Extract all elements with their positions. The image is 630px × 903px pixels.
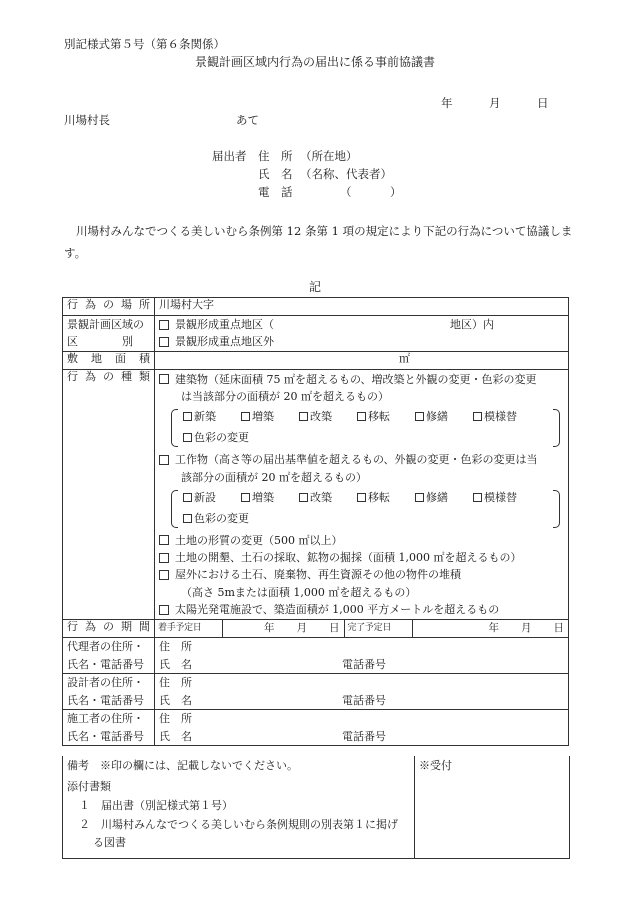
- period-values: [155, 620, 569, 638]
- addressee-suffix: あて: [236, 113, 259, 127]
- structure-sub-extend[interactable]: [241, 491, 299, 504]
- building-sub-color[interactable]: [183, 431, 249, 444]
- building-sub-relocate-label: 移転: [368, 410, 390, 424]
- structure-sub-rebuild-label: 改築: [310, 490, 332, 504]
- designer-label-2: 氏名・電話番号: [67, 693, 144, 707]
- agent-address-field[interactable]: [159, 638, 564, 656]
- location-label: 行為の場所: [63, 298, 155, 316]
- kind-solar-label: 太陽光発電施設で、築造面積が 1,000 平方メートルを超えるもの: [175, 603, 500, 617]
- checkbox-icon[interactable]: [473, 493, 482, 502]
- building-sub-remodel[interactable]: [473, 410, 531, 423]
- checkbox-icon[interactable]: [159, 374, 169, 384]
- kind-storage-line2: （高さ 5mまたは面積 1,000 ㎡を超えるもの）: [181, 585, 417, 599]
- brace-left-icon: [171, 409, 178, 447]
- structure-sub-new-label: 新設: [194, 490, 216, 504]
- building-sub-new-label: 新築: [194, 410, 216, 424]
- kind-storage-line1: 屋外における土石、廃棄物、再生資源その他の物件の堆積: [175, 568, 461, 582]
- designer-phone-key: 電話番号: [342, 693, 386, 707]
- end-day-label: 日: [553, 622, 564, 635]
- submitter-address-note: （所在地）: [300, 149, 358, 163]
- kind-land-form[interactable]: [159, 532, 564, 549]
- site-area-value[interactable]: ㎡: [155, 351, 569, 369]
- builder-name-field[interactable]: [159, 728, 564, 746]
- checkbox-icon[interactable]: [183, 493, 192, 502]
- designer-name-key: 氏 名: [159, 693, 192, 707]
- site-area-label: 敷地面積: [63, 351, 155, 369]
- row-area-type: [63, 316, 569, 352]
- area-option-key-district[interactable]: [159, 316, 564, 333]
- checkbox-icon[interactable]: [183, 433, 192, 442]
- designer-address-key: 住 所: [159, 676, 192, 690]
- building-sub-relocate[interactable]: [357, 410, 415, 423]
- submitter-name-key: 氏 名: [258, 167, 293, 181]
- kind-building-line1: 建築物（延床面積 75 ㎡を超えるもの、増改築と外観の変更・色彩の変更: [175, 372, 537, 386]
- structure-sub-extend-label: 増築: [252, 490, 274, 504]
- consultation-table: [62, 297, 569, 746]
- builder-label-2: 氏名・電話番号: [67, 729, 144, 743]
- submitter-phone-paren-close: ）: [390, 185, 402, 199]
- action-kind-options: [155, 369, 569, 620]
- kind-land-dev-label: 土地の開墾、土石の採取、鉱物の掘採（面積 1,000 ㎡を超えるもの）: [175, 551, 522, 565]
- reception-box: [414, 756, 570, 858]
- submitter-name-note: （名称、代表者）: [300, 167, 392, 181]
- builder-name-key: 氏 名: [159, 729, 192, 743]
- reception-label: ※受付: [419, 759, 452, 772]
- date-day-label: 日: [537, 96, 549, 110]
- checkbox-icon[interactable]: [415, 493, 424, 502]
- structure-sub-remodel[interactable]: [473, 491, 531, 504]
- date-year-label: 年: [441, 96, 453, 110]
- structure-sub-color-label: 色彩の変更: [194, 511, 249, 525]
- submitter-phone-key: 電 話: [258, 185, 293, 199]
- area-option-outside[interactable]: [159, 333, 564, 350]
- remark-text: 備考 ※印の欄には、記載しないでください。: [67, 759, 298, 772]
- row-designer: [63, 674, 569, 710]
- checkbox-icon[interactable]: [159, 605, 169, 615]
- brace-right-icon: [553, 409, 560, 447]
- checkbox-icon[interactable]: [357, 493, 366, 502]
- attachment-item-2-line1: ２ 川場村みんなでつくる美しいむら条例規則の別表第１に掲げ: [79, 818, 398, 831]
- document-title: 景観計画区域内行為の届出に係る事前協議書: [194, 55, 435, 69]
- kind-structure-line1: 工作物（高さ等の届出基準値を超えるもの、外観の変更・色彩の変更は当: [175, 453, 538, 467]
- attachments-title: 添付書類: [67, 780, 111, 793]
- checkbox-icon[interactable]: [241, 412, 250, 421]
- building-sub-color-label: 色彩の変更: [194, 431, 249, 445]
- building-sub-options: [173, 407, 558, 449]
- checkbox-icon[interactable]: [415, 412, 424, 421]
- building-sub-remodel-label: 模様替: [484, 410, 517, 424]
- kind-structure-line2: 該部分の面積が 20 ㎡を超えるもの）: [181, 470, 367, 484]
- addressee: 川場村長: [64, 113, 110, 127]
- structure-sub-color[interactable]: [183, 512, 249, 525]
- checkbox-icon[interactable]: [473, 412, 482, 421]
- kind-structure[interactable]: [159, 451, 564, 468]
- area-option-key-district-label: 景観形成重点地区（: [175, 318, 274, 332]
- agent-name-field[interactable]: [159, 656, 564, 674]
- agent-address-key: 住 所: [159, 640, 192, 654]
- row-period: [63, 620, 569, 638]
- building-sub-new[interactable]: [183, 410, 241, 423]
- area-option-outside-label: 景観形成重点地区外: [175, 335, 274, 349]
- builder-address-key: 住 所: [159, 712, 192, 726]
- submitter-label: 届出者: [212, 149, 247, 163]
- building-sub-rebuild[interactable]: [299, 410, 357, 423]
- builder-label: [63, 710, 155, 746]
- intro-text: 川場村みんなでつくる美しいむら条例第 12 条第 1 項の規定により下記の行為について協議します。: [64, 224, 573, 260]
- end-date-label: 完了予定日: [345, 620, 413, 637]
- date-month-label: 月: [489, 96, 501, 110]
- structure-sub-repair-label: 修繕: [426, 490, 448, 504]
- ki-heading: 記: [308, 280, 321, 294]
- structure-sub-new[interactable]: [183, 491, 241, 504]
- action-kind-label: 行為の種類: [63, 369, 155, 620]
- brace-left-icon: [171, 490, 178, 528]
- designer-name-field[interactable]: [159, 692, 564, 710]
- agent-name-key: 氏 名: [159, 657, 192, 671]
- designer-fields: [155, 674, 569, 710]
- checkbox-icon[interactable]: [159, 455, 169, 465]
- kind-solar[interactable]: [159, 601, 564, 618]
- row-agent: [63, 638, 569, 674]
- checkbox-icon[interactable]: [357, 412, 366, 421]
- designer-label: [63, 674, 155, 710]
- structure-sub-rebuild[interactable]: [299, 491, 357, 504]
- agent-label: [63, 638, 155, 674]
- structure-sub-repair[interactable]: [415, 491, 473, 504]
- builder-fields: [155, 710, 569, 746]
- attachment-item-2-line2: る図書: [93, 836, 126, 849]
- start-month-label: 月: [296, 622, 308, 635]
- kind-land-form-label: 土地の形質の変更（500 ㎡以上）: [175, 533, 343, 547]
- structure-sub-remodel-label: 模様替: [484, 490, 517, 504]
- end-year-label: 年: [488, 622, 499, 635]
- area-type-label-1: 景観計画区域の: [67, 318, 144, 332]
- building-sub-repair[interactable]: [415, 410, 473, 423]
- checkbox-icon[interactable]: [159, 553, 169, 563]
- structure-sub-options: [173, 488, 558, 530]
- checkbox-icon[interactable]: [159, 535, 169, 545]
- building-sub-extend-label: 増築: [252, 410, 274, 424]
- start-day-label: 日: [329, 622, 340, 635]
- notes-section: [62, 756, 570, 859]
- submitter-phone-paren-open: （: [340, 185, 352, 199]
- structure-sub-relocate-label: 移転: [368, 490, 390, 504]
- building-sub-rebuild-label: 改築: [310, 410, 332, 424]
- area-type-label-2: 区 別: [67, 335, 133, 349]
- start-year-label: 年: [264, 622, 275, 635]
- form-number: 別記様式第５号（第６条関係）: [64, 37, 225, 51]
- checkbox-icon[interactable]: [299, 493, 308, 502]
- building-sub-extend[interactable]: [241, 410, 299, 423]
- end-date-field[interactable]: [413, 620, 568, 637]
- checkbox-icon[interactable]: [241, 493, 250, 502]
- checkbox-icon[interactable]: [159, 570, 169, 580]
- area-option-key-district-suffix: 地区）内: [450, 318, 494, 332]
- attachment-item-1: １ 届出書（別記様式第１号）: [79, 799, 233, 812]
- agent-label-1: 代理者の住所・: [67, 640, 144, 654]
- builder-phone-key: 電話番号: [342, 729, 386, 743]
- agent-phone-key: 電話番号: [342, 657, 386, 671]
- area-type-options: [155, 316, 569, 352]
- area-type-label: [63, 316, 155, 352]
- row-builder: [63, 710, 569, 746]
- checkbox-icon[interactable]: [159, 320, 169, 330]
- start-date-label: 着手予定日: [155, 620, 223, 637]
- period-label: 行為の期間: [63, 620, 155, 638]
- brace-right-icon: [553, 490, 560, 528]
- submitter-address-key: 住 所: [258, 149, 293, 163]
- end-month-label: 月: [521, 622, 532, 635]
- checkbox-icon[interactable]: [183, 514, 192, 523]
- designer-address-field[interactable]: [159, 674, 564, 692]
- checkbox-icon[interactable]: [183, 412, 192, 421]
- builder-address-field[interactable]: [159, 710, 564, 728]
- building-sub-repair-label: 修繕: [426, 410, 448, 424]
- row-site-area: [63, 351, 569, 369]
- builder-label-1: 施工者の住所・: [67, 712, 144, 726]
- checkbox-icon[interactable]: [299, 412, 308, 421]
- start-date-field[interactable]: [223, 620, 345, 637]
- kind-storage[interactable]: [159, 566, 564, 583]
- designer-label-1: 設計者の住所・: [67, 676, 144, 690]
- notes-left: [63, 756, 413, 858]
- agent-label-2: 氏名・電話番号: [67, 657, 144, 671]
- checkbox-icon[interactable]: [159, 337, 169, 347]
- agent-fields: [155, 638, 569, 674]
- row-location: [63, 298, 569, 316]
- kind-land-dev[interactable]: [159, 549, 564, 566]
- location-value[interactable]: 川場村大字: [155, 298, 569, 316]
- structure-sub-relocate[interactable]: [357, 491, 415, 504]
- kind-building-line2: は当該部分の面積が 20 ㎡を超えるもの）: [181, 389, 389, 403]
- row-action-kind: [63, 369, 569, 620]
- kind-building[interactable]: [159, 371, 564, 388]
